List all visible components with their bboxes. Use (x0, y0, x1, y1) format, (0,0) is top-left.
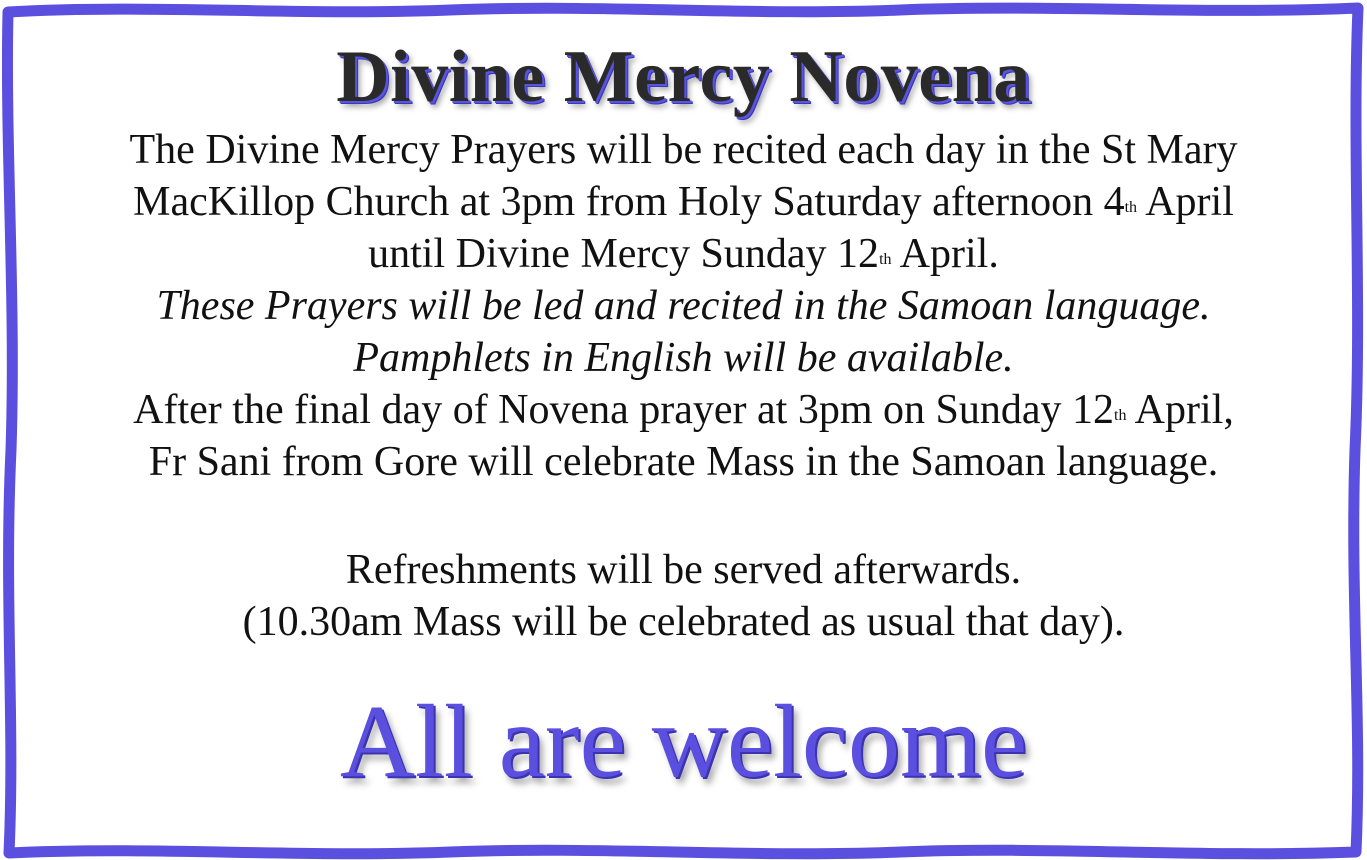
prayer-time: 3pm (500, 179, 576, 225)
paragraph-1-line-2 (20, 176, 1347, 228)
notice-title: Divine Mercy Novena (336, 36, 1031, 118)
start-date-text: from Holy Saturday afternoon 4 (575, 179, 1125, 225)
final-day-text: After the final day of Novena prayer at 3pm on Sunday 12 (133, 387, 1115, 433)
end-month-text: April. (891, 231, 999, 277)
ordinal-suffix: th (1124, 199, 1138, 216)
italic-note-line-1: These Prayers will be led and recited in the Samoan language. (156, 283, 1211, 329)
paragraph-1-line-3 (20, 228, 1347, 280)
ordinal-suffix: th (879, 251, 892, 268)
usual-mass-line: (10.30am Mass will be celebrated as usual that day). (242, 599, 1125, 645)
paragraph-1-line-1: The Divine Mercy Prayers will be recited each day in the St Mary (129, 127, 1238, 173)
refreshments-line: Refreshments will be served afterwards. (345, 547, 1022, 593)
italic-note-line-2: Pamphlets in English will be available. (353, 335, 1014, 381)
paragraph-2-line-1 (20, 384, 1347, 436)
church-text: MacKillop Church at (133, 179, 501, 225)
paragraph-spacer (20, 488, 1347, 544)
paragraph-2-line-2: Fr Sani from Gore will celebrate Mass in the Samoan language. (148, 439, 1219, 485)
notice-content (20, 22, 1347, 802)
end-date-text: until Divine Mercy Sunday 12 (368, 231, 880, 277)
start-month-text: April (1137, 179, 1234, 225)
final-month-text: April, (1126, 387, 1234, 433)
welcome-banner: All are welcome (339, 684, 1028, 799)
ordinal-suffix: th (1114, 407, 1127, 424)
